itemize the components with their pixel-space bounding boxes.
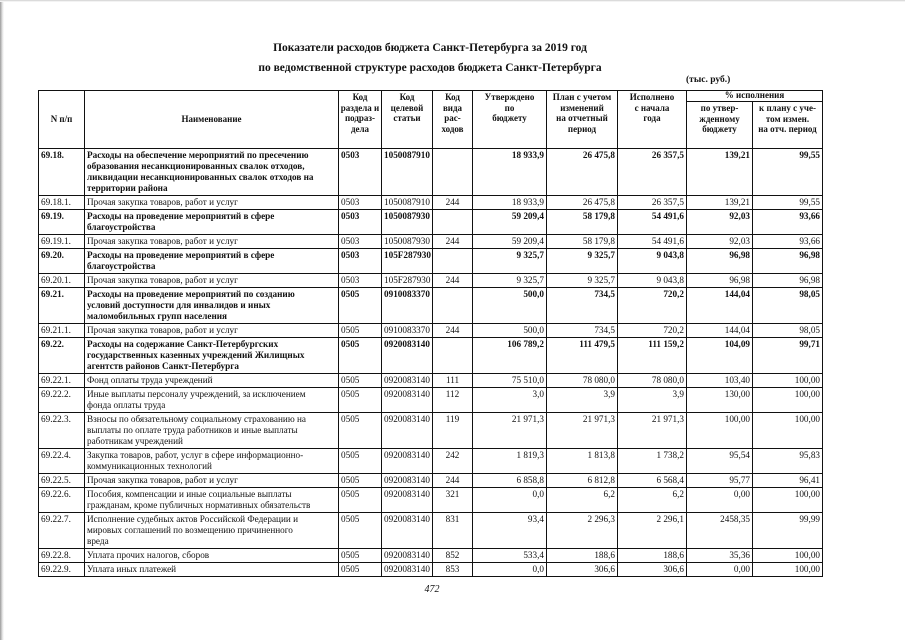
section-code: 0505	[339, 449, 382, 474]
section-code: 0505	[339, 324, 382, 338]
section-code: 0505	[339, 374, 382, 388]
section-code: 0503	[339, 196, 382, 210]
table-row	[39, 413, 823, 449]
expense-type-code: 244	[433, 474, 473, 488]
plan-amount: 1 813,8	[547, 449, 618, 474]
approved-amount: 18 933,9	[473, 196, 547, 210]
header-pct-plan: к плану с уче- том измен. на отч. период	[753, 102, 823, 149]
percent-of-plan: 98,05	[753, 324, 823, 338]
expense-type-code	[433, 338, 473, 374]
table-row	[39, 235, 823, 249]
section-code: 0505	[339, 413, 382, 449]
table-row	[39, 488, 823, 513]
section-code: 0503	[339, 149, 382, 196]
table-row	[39, 513, 823, 549]
target-code: 1050087930	[382, 210, 433, 235]
percent-of-approved: 100,00	[687, 413, 753, 449]
section-code: 0505	[339, 563, 382, 577]
percent-of-approved: 95,77	[687, 474, 753, 488]
percent-of-approved: 96,98	[687, 274, 753, 288]
table-row	[39, 274, 823, 288]
plan-amount: 734,5	[547, 288, 618, 324]
approved-amount: 3,0	[473, 388, 547, 413]
percent-of-approved: 104,09	[687, 338, 753, 374]
percent-of-approved: 0,00	[687, 563, 753, 577]
table-header	[39, 91, 823, 149]
percent-of-plan: 100,00	[753, 413, 823, 449]
executed-amount: 26 357,5	[618, 196, 687, 210]
executed-amount: 54 491,6	[618, 235, 687, 249]
percent-of-approved: 2458,35	[687, 513, 753, 549]
section-code: 0505	[339, 338, 382, 374]
executed-amount: 1 738,2	[618, 449, 687, 474]
row-number: 69.20.1.	[39, 274, 85, 288]
section-code: 0503	[339, 235, 382, 249]
plan-amount: 21 971,3	[547, 413, 618, 449]
plan-amount: 26 475,8	[547, 149, 618, 196]
table-row	[39, 324, 823, 338]
target-code: 0920083140	[382, 563, 433, 577]
percent-of-approved: 144,04	[687, 324, 753, 338]
target-code: 0920083140	[382, 449, 433, 474]
section-code: 0503	[339, 249, 382, 274]
section-code: 0505	[339, 474, 382, 488]
document-title: Показатели расходов бюджета Санкт-Петербурга за 2019 год	[273, 42, 587, 54]
executed-amount: 720,2	[618, 288, 687, 324]
target-code: 0920083140	[382, 474, 433, 488]
page-number: 472	[424, 584, 440, 595]
plan-amount: 6 812,8	[547, 474, 618, 488]
row-name: Прочая закупка товаров, работ и услуг	[85, 324, 339, 338]
row-number: 69.19.	[39, 210, 85, 235]
row-number: 69.18.1.	[39, 196, 85, 210]
row-name: Взносы по обязательному социальному страхованию на выплаты по оплате труда работников и иные выплаты работникам учреждений	[85, 413, 339, 449]
row-number: 69.22.7.	[39, 513, 85, 549]
row-number: 69.18.	[39, 149, 85, 196]
section-code: 0503	[339, 210, 382, 235]
row-number: 69.22.8.	[39, 549, 85, 563]
row-number: 69.22.1.	[39, 374, 85, 388]
plan-amount: 306,6	[547, 563, 618, 577]
plan-amount: 78 080,0	[547, 374, 618, 388]
target-code: 0920083140	[382, 488, 433, 513]
approved-amount: 75 510,0	[473, 374, 547, 388]
section-code: 0505	[339, 488, 382, 513]
percent-of-approved: 139,21	[687, 196, 753, 210]
row-name: Расходы на обеспечение мероприятий по пресечению образования несанкционированных свалок отходов, ликвидации несанкционированных свалок отходов на территории района	[85, 149, 339, 196]
percent-of-plan: 100,00	[753, 549, 823, 563]
header-plan: План с учетом изменений на отчетный период	[547, 91, 618, 149]
percent-of-plan: 96,98	[753, 274, 823, 288]
executed-amount: 54 491,6	[618, 210, 687, 235]
plan-amount: 734,5	[547, 324, 618, 338]
header-target-code: Код целевой статьи	[382, 91, 433, 149]
table-row	[39, 374, 823, 388]
row-number: 69.22.5.	[39, 474, 85, 488]
percent-of-approved: 95,54	[687, 449, 753, 474]
plan-amount: 9 325,7	[547, 249, 618, 274]
percent-of-plan: 100,00	[753, 374, 823, 388]
expense-type-code: 852	[433, 549, 473, 563]
percent-of-plan: 100,00	[753, 488, 823, 513]
percent-of-plan: 99,55	[753, 149, 823, 196]
target-code: 105F287930	[382, 249, 433, 274]
row-number: 69.22.6.	[39, 488, 85, 513]
header-approved: Утверждено по бюджету	[473, 91, 547, 149]
approved-amount: 106 789,2	[473, 338, 547, 374]
row-number: 69.20.	[39, 249, 85, 274]
target-code: 105F287930	[382, 274, 433, 288]
target-code: 1050087930	[382, 235, 433, 249]
percent-of-plan: 93,66	[753, 235, 823, 249]
target-code: 0920083140	[382, 549, 433, 563]
row-name: Расходы на проведение мероприятий в сфере благоустройства	[85, 210, 339, 235]
approved-amount: 6 858,8	[473, 474, 547, 488]
percent-of-approved: 92,03	[687, 210, 753, 235]
plan-amount: 26 475,8	[547, 196, 618, 210]
expense-type-code: 244	[433, 324, 473, 338]
plan-amount: 9 325,7	[547, 274, 618, 288]
document-subtitle: по ведомственной структуре расходов бюджета Санкт-Петербурга	[258, 62, 602, 74]
approved-amount: 21 971,3	[473, 413, 547, 449]
percent-of-plan: 96,41	[753, 474, 823, 488]
approved-amount: 533,4	[473, 549, 547, 563]
row-number: 69.22.9.	[39, 563, 85, 577]
budget-table	[38, 90, 823, 577]
executed-amount: 9 043,8	[618, 274, 687, 288]
units-label: (тыс. руб.)	[686, 75, 731, 85]
plan-amount: 2 296,3	[547, 513, 618, 549]
approved-amount: 93,4	[473, 513, 547, 549]
percent-of-plan: 100,00	[753, 563, 823, 577]
table-row	[39, 249, 823, 274]
approved-amount: 59 209,4	[473, 235, 547, 249]
percent-of-approved: 103,40	[687, 374, 753, 388]
target-code: 0920083140	[382, 413, 433, 449]
table-row	[39, 388, 823, 413]
percent-of-plan: 98,05	[753, 288, 823, 324]
approved-amount: 18 933,9	[473, 149, 547, 196]
section-code: 0505	[339, 288, 382, 324]
table-row	[39, 288, 823, 324]
executed-amount: 78 080,0	[618, 374, 687, 388]
row-name: Прочая закупка товаров, работ и услуг	[85, 274, 339, 288]
expense-type-code: 244	[433, 235, 473, 249]
header-name: Наименование	[85, 91, 339, 149]
row-name: Фонд оплаты труда учреждений	[85, 374, 339, 388]
expense-type-code: 321	[433, 488, 473, 513]
table-body	[39, 149, 823, 577]
target-code: 0920083140	[382, 388, 433, 413]
target-code: 0920083140	[382, 513, 433, 549]
header-pct-approved: по утвер- жденному бюджету	[687, 102, 753, 149]
row-name: Пособия, компенсации и иные социальные выплаты гражданам, кроме публичных нормативных обязательств	[85, 488, 339, 513]
row-number: 69.21.1.	[39, 324, 85, 338]
plan-amount: 188,6	[547, 549, 618, 563]
executed-amount: 720,2	[618, 324, 687, 338]
row-name: Расходы на проведение мероприятий в сфере благоустройства	[85, 249, 339, 274]
percent-of-plan: 93,66	[753, 210, 823, 235]
percent-of-plan: 100,00	[753, 388, 823, 413]
table-row	[39, 474, 823, 488]
table-row	[39, 338, 823, 374]
approved-amount: 500,0	[473, 288, 547, 324]
row-number: 69.22.3.	[39, 413, 85, 449]
percent-of-approved: 130,00	[687, 388, 753, 413]
table-row	[39, 449, 823, 474]
scan-edge-top	[0, 0, 905, 2]
row-name: Уплата иных платежей	[85, 563, 339, 577]
percent-of-approved: 35,36	[687, 549, 753, 563]
section-code: 0505	[339, 388, 382, 413]
target-code: 0920083140	[382, 374, 433, 388]
percent-of-approved: 144,04	[687, 288, 753, 324]
percent-of-plan: 96,98	[753, 249, 823, 274]
expense-type-code	[433, 149, 473, 196]
plan-amount: 58 179,8	[547, 210, 618, 235]
section-code: 0505	[339, 513, 382, 549]
row-name: Прочая закупка товаров, работ и услуг	[85, 474, 339, 488]
executed-amount: 21 971,3	[618, 413, 687, 449]
expense-type-code: 244	[433, 274, 473, 288]
row-name: Расходы на проведение мероприятий по созданию условий доступности для инвалидов и иных маломобильных групп населения	[85, 288, 339, 324]
table-row	[39, 210, 823, 235]
executed-amount: 3,9	[618, 388, 687, 413]
percent-of-plan: 99,55	[753, 196, 823, 210]
table-row	[39, 149, 823, 196]
expense-type-code: 119	[433, 413, 473, 449]
approved-amount: 59 209,4	[473, 210, 547, 235]
table-row	[39, 563, 823, 577]
target-code: 0920083140	[382, 338, 433, 374]
executed-amount: 306,6	[618, 563, 687, 577]
scan-edge-left	[0, 0, 4, 640]
row-name: Исполнение судебных актов Российской Федерации и мировых соглашений по возмещению причиненного вреда	[85, 513, 339, 549]
row-name: Расходы на содержание Санкт-Петербургских государственных казенных учреждений Жилищных агентств районов Санкт-Петербурга	[85, 338, 339, 374]
percent-of-plan: 99,99	[753, 513, 823, 549]
expense-type-code: 242	[433, 449, 473, 474]
expense-type-code: 831	[433, 513, 473, 549]
plan-amount: 6,2	[547, 488, 618, 513]
approved-amount: 9 325,7	[473, 274, 547, 288]
row-name: Закупка товаров, работ, услуг в сфере информационно- коммуникационных технологий	[85, 449, 339, 474]
row-number: 69.19.1.	[39, 235, 85, 249]
executed-amount: 188,6	[618, 549, 687, 563]
target-code: 1050087910	[382, 196, 433, 210]
executed-amount: 2 296,1	[618, 513, 687, 549]
plan-amount: 58 179,8	[547, 235, 618, 249]
header-num: N п/п	[39, 91, 85, 149]
section-code: 0505	[339, 549, 382, 563]
header-section-code: Код раздела и подраз- дела	[339, 91, 382, 149]
row-number: 69.22.4.	[39, 449, 85, 474]
header-row	[39, 91, 823, 102]
section-code: 0503	[339, 274, 382, 288]
executed-amount: 9 043,8	[618, 249, 687, 274]
row-name: Иные выплаты персоналу учреждений, за исключением фонда оплаты труда	[85, 388, 339, 413]
table-row	[39, 196, 823, 210]
executed-amount: 6 568,4	[618, 474, 687, 488]
approved-amount: 0,0	[473, 563, 547, 577]
percent-of-approved: 96,98	[687, 249, 753, 274]
approved-amount: 1 819,3	[473, 449, 547, 474]
plan-amount: 3,9	[547, 388, 618, 413]
row-name: Уплата прочих налогов, сборов	[85, 549, 339, 563]
approved-amount: 500,0	[473, 324, 547, 338]
row-number: 69.22.2.	[39, 388, 85, 413]
expense-type-code	[433, 249, 473, 274]
percent-of-plan: 99,71	[753, 338, 823, 374]
percent-of-approved: 0,00	[687, 488, 753, 513]
percent-of-approved: 92,03	[687, 235, 753, 249]
header-execution-percent: % исполнения	[687, 91, 823, 102]
expense-type-code: 112	[433, 388, 473, 413]
approved-amount: 9 325,7	[473, 249, 547, 274]
expense-type-code	[433, 210, 473, 235]
approved-amount: 0,0	[473, 488, 547, 513]
target-code: 0910083370	[382, 324, 433, 338]
target-code: 1050087910	[382, 149, 433, 196]
expense-type-code	[433, 288, 473, 324]
expense-type-code: 853	[433, 563, 473, 577]
target-code: 0910083370	[382, 288, 433, 324]
expense-type-code: 244	[433, 196, 473, 210]
expense-type-code: 111	[433, 374, 473, 388]
header-expense-type-code: Код вида рас- ходов	[433, 91, 473, 149]
executed-amount: 111 159,2	[618, 338, 687, 374]
percent-of-approved: 139,21	[687, 149, 753, 196]
table-row	[39, 549, 823, 563]
executed-amount: 6,2	[618, 488, 687, 513]
row-name: Прочая закупка товаров, работ и услуг	[85, 196, 339, 210]
row-number: 69.21.	[39, 288, 85, 324]
percent-of-plan: 95,83	[753, 449, 823, 474]
header-executed: Исполнено с начала года	[618, 91, 687, 149]
executed-amount: 26 357,5	[618, 149, 687, 196]
plan-amount: 111 479,5	[547, 338, 618, 374]
row-number: 69.22.	[39, 338, 85, 374]
row-name: Прочая закупка товаров, работ и услуг	[85, 235, 339, 249]
